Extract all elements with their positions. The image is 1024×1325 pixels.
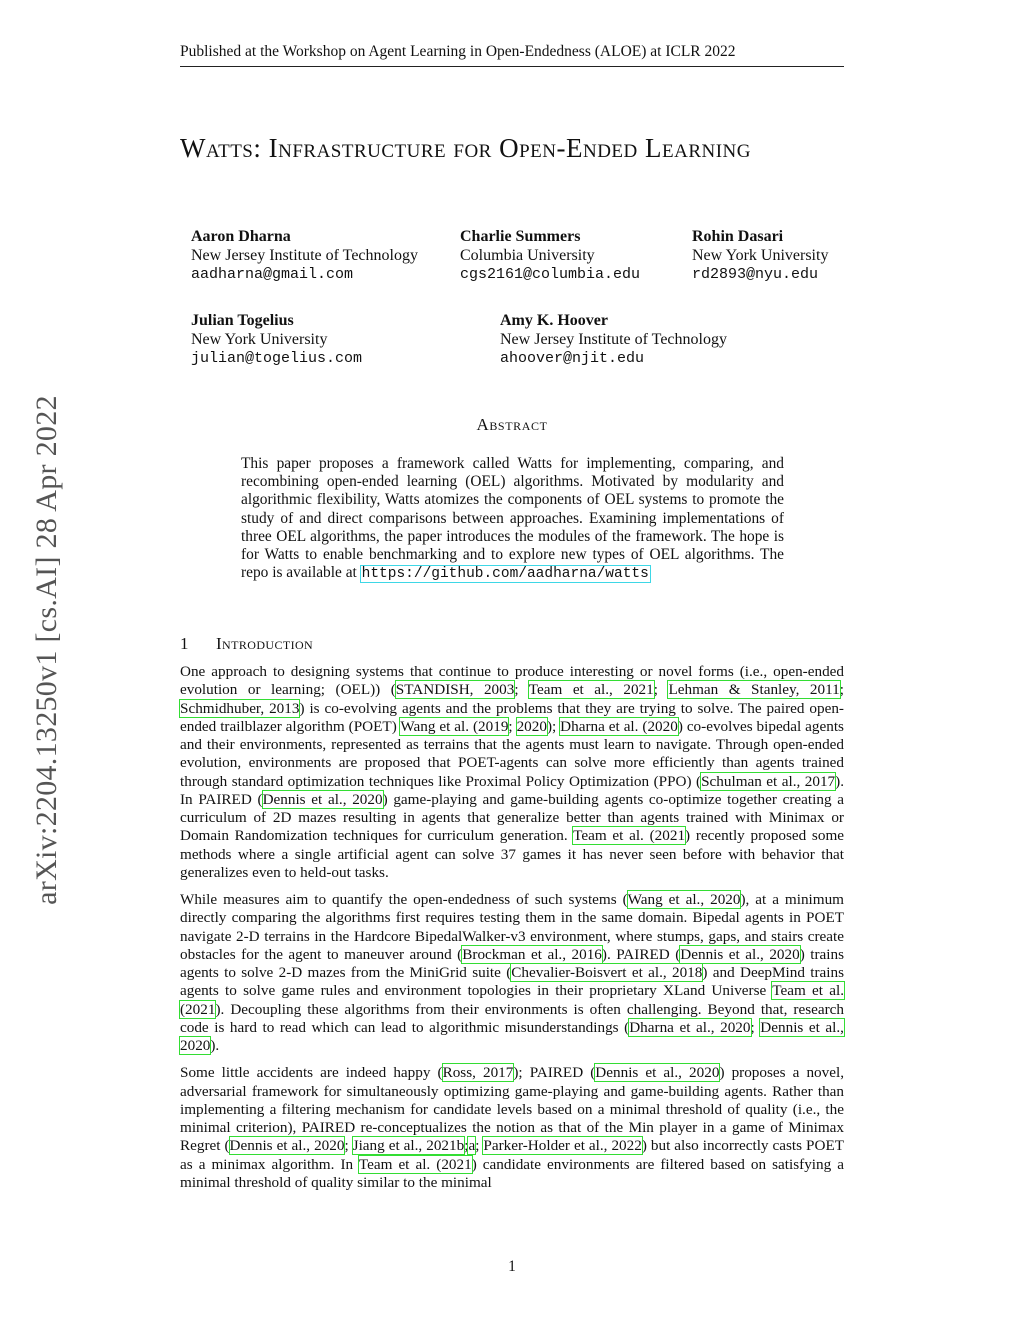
paragraph	[180, 663, 844, 882]
author-email: rd2893@nyu.edu	[692, 266, 819, 283]
running-header: Published at the Workshop on Agent Learning in Open-Endedness (ALOE) at ICLR 2022	[180, 43, 844, 67]
text-run: ;	[653, 681, 669, 699]
text-run: ;	[750, 1018, 761, 1036]
arxiv-identifier: arXiv:2204.13250v1 [cs.AI] 28 Apr 2022	[30, 395, 63, 905]
text-run: ;	[344, 1137, 353, 1155]
author-email: julian@togelius.com	[191, 350, 363, 367]
text-run: ) recently proposed some methods where a single artificial agent can solve 37 games it has never seen before with behavior that generalizes even to held-out tasks.	[180, 827, 844, 881]
author-block	[460, 227, 640, 284]
author-affiliation: New York University	[191, 331, 328, 348]
author-name: Rohin Dasari	[692, 228, 784, 245]
text-run: ).	[210, 1037, 220, 1054]
author-affiliation: New York University	[692, 247, 829, 264]
arxiv-sidebar	[22, 360, 72, 940]
author-affiliation: New Jersey Institute of Technology	[191, 247, 418, 264]
text-run: Some little accidents are indeed happy (	[180, 1064, 443, 1082]
text-run: ). PAIRED (	[601, 945, 681, 963]
text-run: ) is co-evolving agents and the problems that they are trying to solve. The paired open-ended trailblazer algorithm (POET)	[180, 699, 844, 735]
text-run: ;	[475, 1137, 484, 1155]
citation-link[interactable]: 2020	[516, 717, 547, 735]
text-run: ;	[508, 717, 517, 735]
author-block	[500, 311, 727, 368]
citation-link[interactable]: STANDISH, 2003	[395, 681, 515, 699]
text-run: ). Decoupling these algorithms from their environments is often challenging. Beyond that, research code is hard to read which can lead to algorithmic misunderstandings (	[180, 1000, 844, 1036]
text-run: );	[546, 717, 561, 735]
page-number: 1	[508, 1258, 516, 1275]
citation-link[interactable]: Team et al. (2021	[180, 982, 844, 1018]
citation-link[interactable]: Ross, 2017	[442, 1064, 514, 1082]
citation-link[interactable]: Dharna et al., 2020	[629, 1018, 751, 1036]
citation-link[interactable]: Jiang et al., 2021b	[352, 1137, 465, 1155]
repo-link[interactable]: https://github.com/aadharna/watts	[361, 566, 649, 583]
paragraph	[180, 891, 844, 1055]
text-run: ;	[839, 681, 844, 699]
author-affiliation: New Jersey Institute of Technology	[500, 331, 727, 348]
citation-link[interactable]: Parker-Holder et al., 2022	[483, 1137, 642, 1155]
introduction-body	[180, 663, 844, 1201]
author-email: ahoover@njit.edu	[500, 350, 645, 367]
abstract-heading: Abstract	[476, 415, 548, 434]
text-run: ) co-evolves bipedal agents and their environments, represented as terrains that the agents must learn to navigate. Through open-ended evolution, environments are proposed that POET-agents can solve more efficiently than agents trained through standard optimization techniques like Proximal Policy Optimization (PPO) (	[180, 717, 844, 790]
text-run: ) and DeepMind trains agents to solve game rules and environment topologies in their proprietary XLand Universe	[180, 964, 844, 1000]
author-block	[191, 227, 418, 284]
citation-link[interactable]: Team et al., 2021	[528, 681, 654, 699]
citation-link[interactable]: a	[468, 1137, 476, 1155]
text-run: ) game-playing and game-building agents co-optimize together creating a curriculum of 2D mazes resulting in agents that generalize better than agents trained with Minimax or Domain Randomization techniques for curriculum generation.	[180, 790, 844, 845]
author-block	[191, 311, 362, 368]
author-name: Amy K. Hoover	[500, 312, 608, 329]
author-email: cgs2161@columbia.edu	[460, 266, 641, 283]
citation-link[interactable]: Dharna et al. (2020	[560, 717, 678, 735]
text-run: One approach to designing systems that continue to produce interesting or novel forms (i.e., open-ended evolution or learning; (OEL)) (	[180, 663, 844, 699]
text-run: While measures aim to quantify the open-endedness of such systems (	[180, 891, 628, 908]
text-run: ) candidate environments are filtered based on satisfying a minimal threshold of quality similar to the minimal	[180, 1155, 844, 1191]
citation-link[interactable]: Team et al. (2021	[358, 1155, 472, 1173]
author-email: aadharna@gmail.com	[191, 266, 354, 283]
citation-link[interactable]: Lehman & Stanley, 2011	[668, 681, 840, 699]
abstract-text: This paper proposes a framework called Watts for implementing, comparing, and recombining open-ended learning (OEL) algorithms. Motivated by modularity and algorithmic flexibility, Watts atomizes the components of OEL systems to promote the study of and direct comparisons between approaches. Examining implementations of three OEL algorithms, the paper introduces the modules of the framework. The hope is for Watts to enable benchmarking and to explore new types of OEL algorithms. The repo is available at	[241, 455, 784, 582]
text-run: ;	[464, 1137, 469, 1155]
citation-link[interactable]: Brockman et al., 2016	[462, 945, 602, 963]
citation-link[interactable]: Dennis et al., 2020	[229, 1137, 345, 1155]
citation-link[interactable]: Chevalier-Boisvert et al., 2018	[511, 964, 703, 981]
text-run: ;	[514, 681, 529, 699]
citation-link[interactable]: Wang et al. (2019	[400, 717, 509, 735]
section-heading	[180, 634, 313, 654]
author-name: Charlie Summers	[460, 228, 581, 245]
text-run: ); PAIRED (	[513, 1064, 596, 1082]
citation-link[interactable]: Schmidhuber, 2013	[180, 699, 300, 717]
citation-link[interactable]: Team et al. (2021	[573, 827, 686, 845]
citation-link[interactable]: Dennis et al., 2020	[595, 1064, 720, 1082]
text-run: ). In PAIRED (	[180, 772, 844, 808]
author-name: Aaron Dharna	[191, 228, 291, 245]
section-number: 1	[180, 634, 189, 653]
author-block	[692, 227, 828, 284]
author-name: Julian Togelius	[191, 312, 294, 329]
citation-link[interactable]: Dennis et al., 2020	[680, 945, 800, 963]
citation-link[interactable]: Wang et al., 2020	[627, 891, 741, 908]
citation-link[interactable]: Schulman et al., 2017	[701, 772, 836, 790]
section-title: Introduction	[216, 634, 314, 653]
text-run: ) trains agents to solve 2-D mazes from the MiniGrid suite (	[180, 945, 845, 981]
text-run: ) but also incorrectly casts POET as a minimax algorithm. In	[180, 1137, 845, 1173]
abstract-body	[241, 455, 784, 583]
paragraph	[180, 1064, 844, 1192]
text-run: ) proposes a novel, adversarial framework for simultaneously optimizing game-playing and game-building agents. Rather than implementing a filtering mechanism for candidate levels based on a minimal threshold of quality (i.e., the minimal criterion), PAIRED re-conceptualizes the notion as that of the Min player in a game of Minimax Regret (	[180, 1064, 844, 1155]
citation-link[interactable]: Dennis et al., 2020	[180, 1018, 844, 1054]
author-affiliation: Columbia University	[460, 247, 595, 264]
paper-title: Watts: Infrastructure for Open-Ended Learning	[180, 133, 751, 163]
citation-link[interactable]: Dennis et al., 2020	[262, 790, 383, 808]
text-run: ), at a minimum directly comparing the algorithms first requires testing them in the same domain. Bipedal agents in POET navigate 2-D terrains in the Hardcore BipedalWalker-v3 environment, where stumps, gaps, and stairs create obstacles for the agent to maneuver around (	[180, 891, 844, 963]
